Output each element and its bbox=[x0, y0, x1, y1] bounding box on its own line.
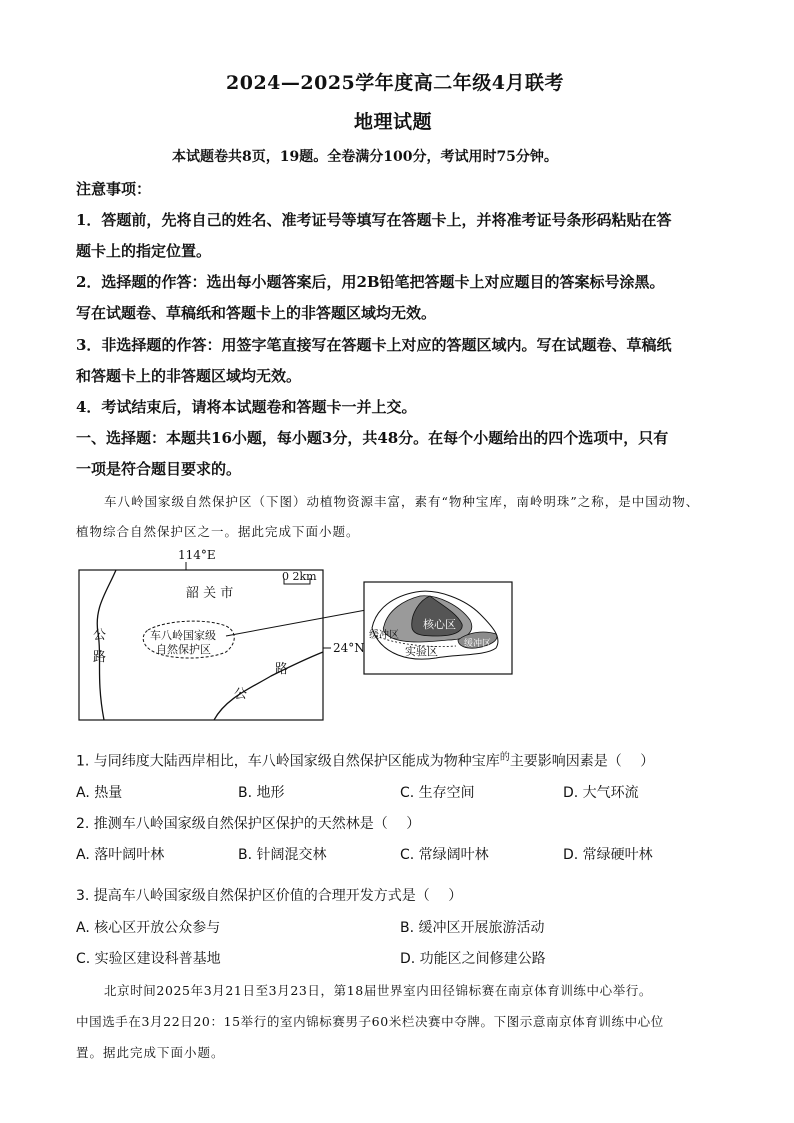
q2-option-a: A. 落叶阔叶林 bbox=[76, 847, 165, 863]
q1-stem-text: 1. 与同纬度大陆西岸相比，车八岭国家级自然保护区能成为物种宝库 bbox=[76, 753, 500, 770]
exam-info: 本试题卷共8页，19题。全卷满分100分，考试用时75分钟。 bbox=[172, 149, 558, 165]
exam-title: 2024—2025学年度高二年级4月联考 bbox=[226, 72, 564, 94]
exam-subject: 地理试题 bbox=[354, 111, 433, 133]
note-3b: 和答题卡上的非答题区域均无效。 bbox=[76, 367, 302, 385]
passage2-line2: 中国选手在3月22日20：15举行的室内锦标赛男子60米栏决赛中夺牌。下图示意南京体育训练中心位 bbox=[76, 1014, 664, 1029]
passage1-line1: 车八岭国家级自然保护区（下图）动植物资源丰富，素有“物种宝库，南岭明珠”之称，是中国动物、 bbox=[104, 494, 700, 509]
map-road-bottom-2: 公 bbox=[234, 687, 248, 702]
map-latitude-label: 24°N bbox=[333, 641, 365, 655]
note-2b: 写在试题卷、草稿纸和答题卡上的非答题区域均无效。 bbox=[76, 304, 437, 322]
q1-stem-tail: 主要影响因素是（ ） bbox=[509, 753, 655, 770]
note-1b: 题卡上的指定位置。 bbox=[76, 242, 212, 260]
q2-stem: 2. 推测车八岭国家级自然保护区保护的天然林是（ ） bbox=[76, 816, 421, 832]
q1-option-c: C. 生存空间 bbox=[400, 785, 475, 801]
map-city-label: 韶 关 市 bbox=[186, 586, 234, 601]
inset-core-label: 核心区 bbox=[423, 618, 456, 631]
inset-buffer-label: 缓冲区 bbox=[369, 630, 399, 641]
note-1a: 1．答题前，先将自己的姓名、准考证号等填写在答题卡上，并将准考证号条形码粘贴在答 bbox=[76, 211, 672, 229]
notes-heading: 注意事项： bbox=[76, 180, 152, 198]
q1-option-b: B. 地形 bbox=[238, 785, 285, 801]
q3-option-d: D. 功能区之间修建公路 bbox=[400, 951, 546, 967]
q3-option-c: C. 实验区建设科普基地 bbox=[76, 951, 221, 967]
map-longitude-label: 114°E bbox=[178, 548, 216, 562]
q1-stem bbox=[76, 748, 654, 771]
q1-option-d: D. 大气环流 bbox=[563, 785, 639, 801]
q3-option-a: A. 核心区开放公众参与 bbox=[76, 920, 221, 936]
section1-line2: 一项是符合题目要求的。 bbox=[76, 460, 242, 478]
inset-buffer-label-2: 缓冲区 bbox=[464, 639, 492, 649]
passage1-line2: 植物综合自然保护区之一。据此完成下面小题。 bbox=[76, 524, 360, 539]
note-2a: 2．选择题的作答：选出每小题答案后，用2B铅笔把答题卡上对应题目的答案标号涂黑。 bbox=[76, 273, 665, 291]
map-road-left-2: 路 bbox=[93, 650, 107, 665]
q1-option-a: A. 热量 bbox=[76, 785, 123, 801]
map-reserve-label-2: 自然保护区 bbox=[156, 643, 211, 656]
section1-line1: 一、选择题：本题共16小题，每小题3分，共48分。在每个小题给出的四个选项中，只有 bbox=[76, 429, 669, 447]
map-reserve-label-1: 车八岭国家级 bbox=[150, 629, 216, 642]
q2-option-d: D. 常绿硬叶林 bbox=[563, 847, 653, 863]
q1-stem-mark: 的 bbox=[499, 752, 510, 763]
q3-option-b: B. 缓冲区开展旅游活动 bbox=[400, 920, 545, 936]
inset-experiment-label: 实验区 bbox=[405, 645, 438, 658]
note-3a: 3．非选择题的作答：用签字笔直接写在答题卡上对应的答题区域内。写在试题卷、草稿纸 bbox=[76, 336, 672, 354]
passage2-line3: 置。据此完成下面小题。 bbox=[76, 1045, 225, 1060]
passage2-line1: 北京时间2025年3月21日至3月23日，第18届世界室内田径锦标赛在南京体育训练中心举行。 bbox=[104, 983, 653, 998]
map-road-left-1: 公 bbox=[93, 628, 107, 643]
q3-stem: 3. 提高车八岭国家级自然保护区价值的合理开发方式是（ ） bbox=[76, 888, 463, 904]
q2-option-b: B. 针阔混交林 bbox=[238, 847, 327, 863]
map-road-bottom-1: 路 bbox=[275, 662, 289, 677]
note-4: 4．考试结束后，请将本试题卷和答题卡一并上交。 bbox=[76, 398, 417, 416]
map-scale-label: 0 2km bbox=[282, 570, 317, 583]
q2-option-c: C. 常绿阔叶林 bbox=[400, 847, 489, 863]
